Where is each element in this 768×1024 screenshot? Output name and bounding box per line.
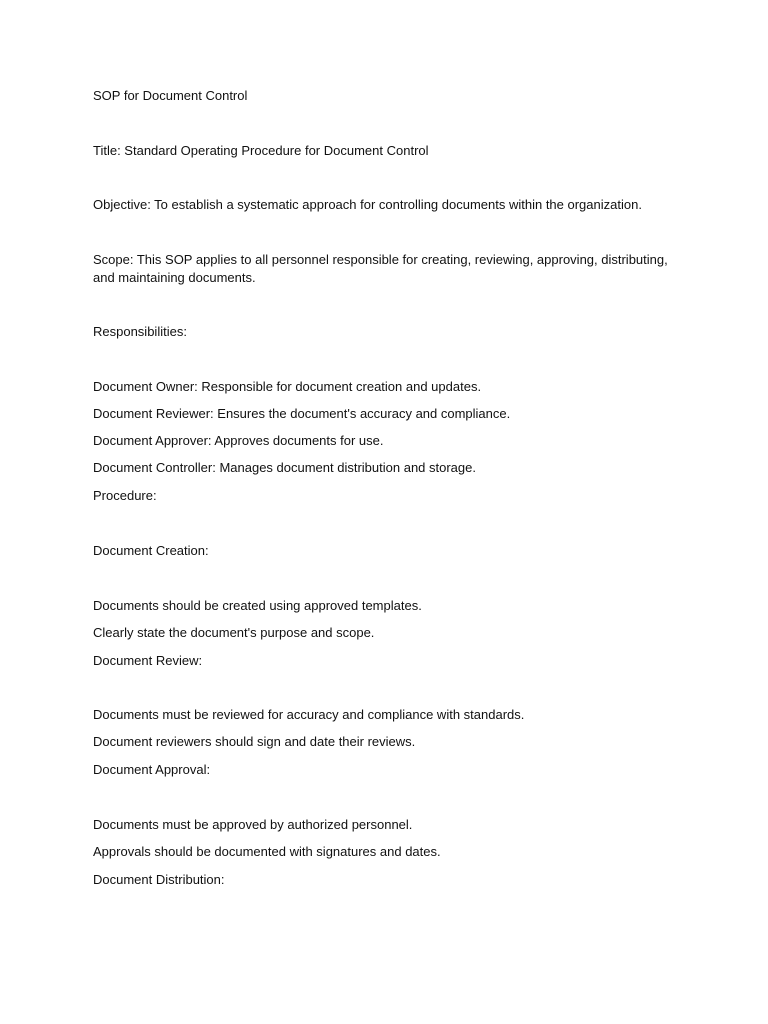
approval-heading: Document Approval: <box>93 762 211 777</box>
approval-item: Documents must be approved by authorized personnel. <box>93 817 413 832</box>
responsibility-item: Document Reviewer: Ensures the document's accuracy and compliance. <box>93 406 511 421</box>
procedure-heading: Procedure: <box>93 488 157 503</box>
review-item: Document reviewers should sign and date their reviews. <box>93 734 416 749</box>
distribution-heading: Document Distribution: <box>93 872 225 887</box>
document-heading: SOP for Document Control <box>93 88 248 103</box>
responsibility-item: Document Owner: Responsible for document creation and updates. <box>93 379 482 394</box>
creation-item: Clearly state the document's purpose and scope. <box>93 625 375 640</box>
document-title: Title: Standard Operating Procedure for Document Control <box>93 143 429 158</box>
responsibility-item: Document Controller: Manages document distribution and storage. <box>93 460 476 475</box>
review-heading: Document Review: <box>93 653 203 668</box>
review-item: Documents must be reviewed for accuracy and compliance with standards. <box>93 707 525 722</box>
scope-text: Scope: This SOP applies to all personnel responsible for creating, reviewing, approving, distributing, and maintaining documents. <box>93 252 668 285</box>
approval-item: Approvals should be documented with signatures and dates. <box>93 844 441 859</box>
responsibility-item: Document Approver: Approves documents for use. <box>93 433 384 448</box>
objective-text: Objective: To establish a systematic approach for controlling documents within the organization. <box>93 197 642 212</box>
creation-heading: Document Creation: <box>93 543 209 558</box>
creation-item: Documents should be created using approved templates. <box>93 598 422 613</box>
responsibilities-heading: Responsibilities: <box>93 324 187 339</box>
